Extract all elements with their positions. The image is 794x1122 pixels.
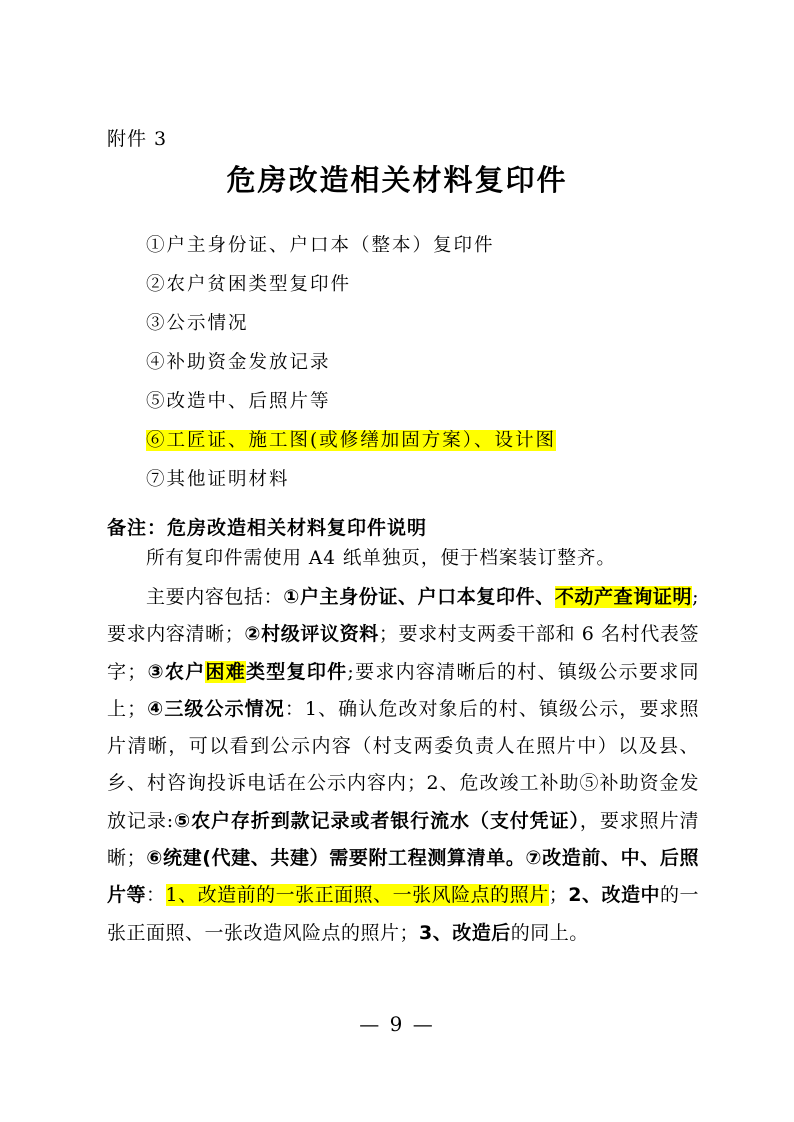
para-text: ;要求内容清晰；: [107, 586, 699, 646]
list-item: [146, 308, 556, 347]
page-number: — 9 —: [359, 1012, 435, 1036]
material-list: [146, 230, 556, 503]
para-text: ：1、确认危改对象后的村、镇级公示，要求照片清晰，可以看到公示内容（村支两委负责人在照片中）以及县、乡、村咨询投诉电话在公示内容内；2、危改竣工补助⑤补助资金发放记录:: [107, 697, 700, 832]
para-bold-highlighted-text: 不动产查询证明: [554, 586, 693, 608]
note-paragraph: [107, 579, 699, 952]
list-item: [146, 269, 556, 308]
para-bold-text: ②村级评议资料: [244, 623, 379, 646]
para-text: ;要求内容清晰后的村、镇级公示要求同上；: [107, 660, 699, 720]
list-item: [146, 386, 556, 425]
list-item-text-highlighted: ⑥工匠证、施工图(或修缮加固方案）、设计图: [146, 430, 556, 451]
para-bold-text: ③农户: [146, 660, 206, 683]
page-title: 危房改造相关材料复印件: [226, 163, 568, 197]
para-bold-text: ⑤农户存折到款记录或者银行流水（支付凭证）: [173, 809, 580, 832]
para-text: 主要内容包括：: [146, 586, 284, 608]
para-bold-text: 2、改造中: [568, 884, 660, 907]
para-bold-text: 类型复印件: [246, 660, 348, 683]
note-title: 备注：危房改造相关材料复印件说明: [107, 517, 428, 539]
para-text: ；: [548, 884, 569, 907]
para-text: ；要求村支两委干部和 6 名村代表签字；: [107, 623, 699, 683]
para-text: ：: [146, 884, 166, 907]
list-item-text: ③公示情况: [146, 313, 249, 334]
list-item: [146, 425, 556, 464]
para-text: 的同上。: [510, 921, 589, 944]
list-item: [146, 347, 556, 386]
para-bold-text: ⑥统建(代建、共建）需要附工程测算清单。⑦改造前、中、后照片等: [107, 847, 699, 907]
para-text: ，要求照片清晰；: [107, 809, 699, 870]
para-highlighted-text: 1、改造前的一张正面照、一张风险点的照片: [165, 884, 549, 907]
para-bold-text: ④三级公示情况: [146, 697, 285, 720]
para-text: 的一张正面照、一张改造风险点的照片；: [107, 884, 699, 944]
list-item-text: ①户主身份证、户口本（整本）复印件: [146, 235, 495, 256]
list-item: [146, 464, 556, 503]
list-item-text: ④补助资金发放记录: [146, 352, 331, 373]
list-item-text: ⑦其他证明材料: [146, 469, 290, 490]
note-intro-line: 所有复印件需使用 A4 纸单独页，便于档案装订整齐。: [146, 548, 616, 569]
list-item-text: ⑤改造中、后照片等: [146, 391, 331, 412]
para-bold-text: ①户主身份证、户口本复印件、: [283, 586, 555, 608]
attachment-label: 附件 3: [107, 128, 168, 150]
para-bold-highlighted-text: 困难: [205, 660, 247, 683]
list-item: [146, 230, 556, 269]
list-item-text: ②农户贫困类型复印件: [146, 274, 352, 295]
para-bold-text: 3、改造后: [419, 921, 511, 944]
